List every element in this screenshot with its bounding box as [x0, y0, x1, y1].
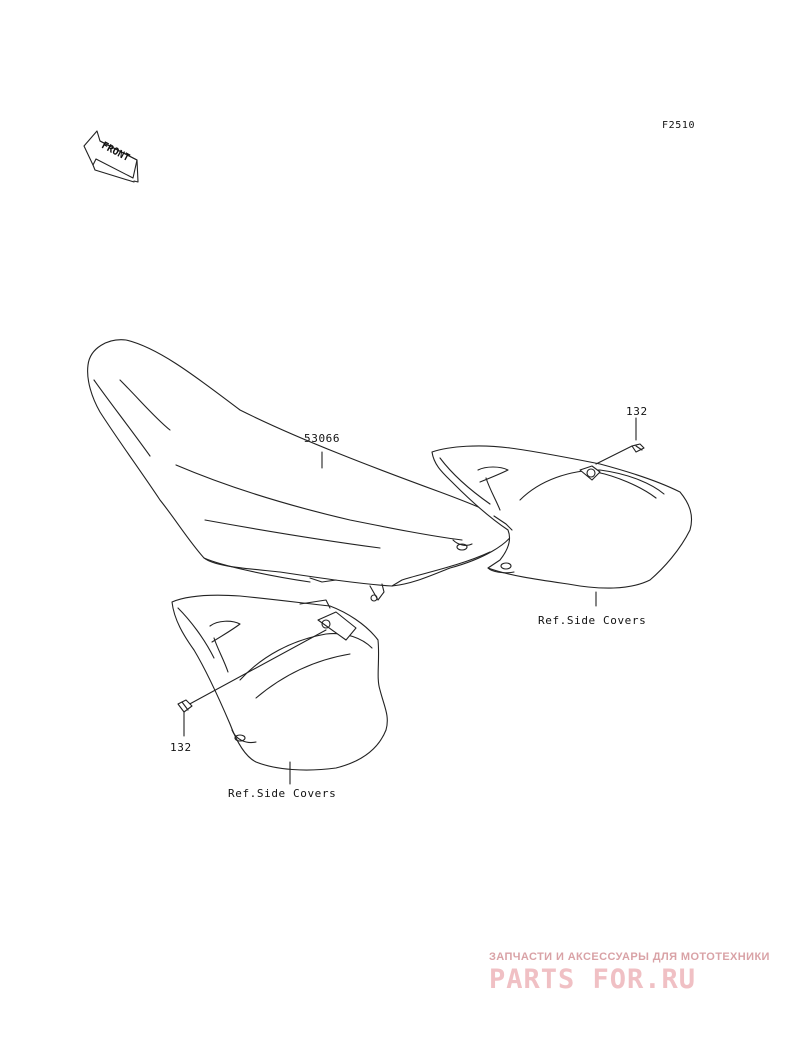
watermark-logo: PARTS FOR.RU	[489, 964, 697, 995]
watermark-subtitle: ЗАПЧАСТИ И АКСЕССУАРЫ ДЛЯ МОТОТЕХНИКИ	[489, 951, 770, 963]
callout-ref-side-covers-left[interactable]: Ref.Side Covers	[228, 787, 337, 800]
callout-ref-side-covers-right[interactable]: Ref.Side Covers	[538, 614, 647, 627]
diagram-code: F2510	[662, 120, 696, 131]
front-arrow-icon	[84, 131, 138, 182]
callout-bolt-132-left: 132	[170, 741, 192, 754]
callout-seat-53066: 53066	[304, 432, 341, 445]
side-cover-left	[172, 595, 387, 784]
front-arrow-text: FRONT	[99, 140, 132, 165]
callout-bolt-132-right: 132	[626, 405, 648, 418]
